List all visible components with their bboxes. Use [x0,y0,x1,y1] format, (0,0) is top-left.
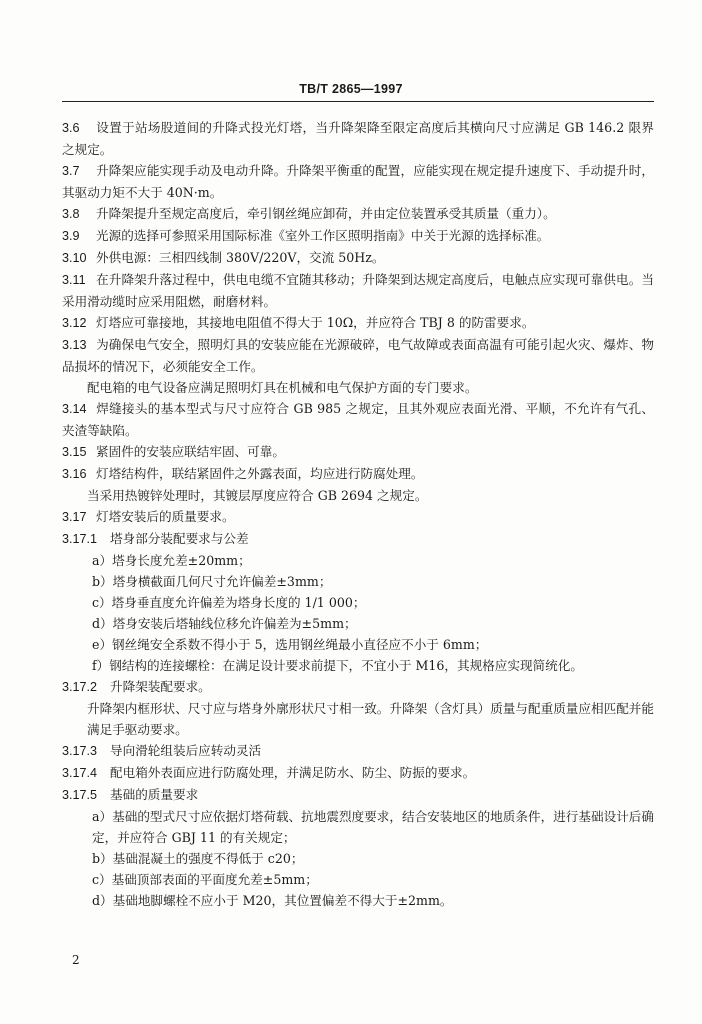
clause-text: a）基础的型式尺寸应依据灯塔荷载、抗地震烈度要求，结合安装地区的地质条件，进行基础设计后确定，并应符合 GBJ 11 的有关规定； [92,809,654,845]
clause-number: 3.8 [62,207,80,221]
clause-continuation [62,655,654,676]
standard-code-header: TB/T 2865—1997 [299,82,403,96]
clause-number: 3.17.2 [62,680,98,694]
clause-text: 升降架内框形状、尺寸应与塔身外廓形状尺寸相一致。升降架（含灯具）质量与配重质量应相匹配并能满足手驱动要求。 [87,701,654,737]
clause-number: 3.17.1 [62,532,98,546]
clause-text: 升降架提升至规定高度后，牵引钢丝绳应卸荷，并由定位装置承受其质量（重力）。 [96,206,556,221]
clause-3-17-4 [62,762,654,784]
clause-3-12 [62,312,654,334]
clause-3-8 [62,203,654,225]
clause-number: 3.12 [62,316,87,330]
clause-text: 光源的选择可参照采用国际标准《室外工作区照明指南》中关于光源的选择标准。 [96,228,550,243]
clause-text: b）基础混凝土的强度不得低于 c20； [92,851,304,866]
clause-continuation [62,890,654,911]
clause-text: 灯塔结构件，联结紧固件之外露表面，均应进行防腐处理。 [96,466,424,481]
page-number: 2 [72,953,80,967]
clause-number: 3.16 [62,467,87,481]
clause-text: 焊缝接头的基本型式与尺寸应符合 GB 985 之规定，且其外观应表面光滑、平顺，不允许有气孔、夹渣等缺陷。 [62,401,654,438]
clause-continuation [62,485,654,506]
clause-continuation [62,698,654,740]
clause-text: 紧固件的安装应联结牢固、可靠。 [96,444,285,459]
clause-continuation [62,592,654,613]
clause-continuation [62,806,654,848]
clause-3-17-1 [62,528,654,550]
clause-continuation [62,848,654,869]
clause-text: e）钢丝绳安全系数不得小于 5，选用钢丝绳最小直径应不小于 6mm； [92,637,488,652]
clause-3-6 [62,117,654,160]
clause-continuation [62,869,654,890]
clause-3-17-3 [62,740,654,762]
clause-3-17-2 [62,676,654,698]
clause-continuation [62,550,654,571]
clause-text: 在升降架升落过程中，供电电缆不宜随其移动；升降架到达规定高度后，电触点应实现可靠供电。当采用滑动缆时应采用阻燃，耐磨材料。 [62,272,654,309]
clause-text: d）塔身安装后塔轴线位移允许偏差为±5mm； [92,616,357,631]
clause-continuation [62,571,654,592]
clause-text: 外供电源：三相四线制 380V/220V，交流 50Hz。 [96,250,385,265]
clause-3-17-5 [62,784,654,806]
clause-text: 基础的质量要求 [110,787,199,802]
clause-text: 导向滑轮组装后应转动灵活 [110,743,262,758]
clause-text: 塔身部分装配要求与公差 [110,531,249,546]
clause-text: 灯塔应可靠接地，其接地电阻值不得大于 10Ω，并应符合 TBJ 8 的防雷要求。 [96,315,535,330]
clause-3-16 [62,463,654,485]
header-rule [62,101,654,102]
clause-3-10 [62,247,654,269]
document-body [62,117,654,911]
clause-text: 配电箱外表面应进行防腐处理，并满足防水、防尘、防振的要求。 [110,765,476,780]
clause-3-11 [62,269,654,312]
clause-text: 升降架应能实现手动及电动升降。升降架平衡重的配置，应能实现在规定提升速度下、手动提升时，其驱动力矩不大于 40N·m。 [62,163,654,200]
clause-3-9 [62,225,654,247]
clause-continuation [62,634,654,655]
clause-3-15 [62,441,654,463]
clause-continuation [62,377,654,398]
clause-number: 3.7 [62,164,80,178]
clause-number: 3.13 [62,338,87,352]
clause-text: 灯塔安装后的质量要求。 [96,509,235,524]
clause-text: 升降架装配要求。 [110,679,211,694]
clause-3-13 [62,334,654,377]
clause-text: c）基础顶部表面的平面度允差±5mm； [92,872,318,887]
clause-text: 为确保电气安全，照明灯具的安装应能在光源破碎，电气故障或表面高温有可能引起火灾、爆炸、物品损坏的情况下，必须能安全工作。 [62,337,654,374]
clause-text: 配电箱的电气设备应满足照明灯具在机械和电气保护方面的专门要求。 [87,380,478,395]
clause-text: f）钢结构的连接螺栓：在满足设计要求前提下，不宜小于 M16，其规格应实现简统化。 [92,658,583,673]
clause-number: 3.11 [62,273,86,287]
clause-3-7 [62,160,654,203]
clause-number: 3.9 [62,229,80,243]
clause-continuation [62,613,654,634]
clause-3-17 [62,506,654,528]
clause-number: 3.15 [62,445,87,459]
clause-text: d）基础地脚螺栓不应小于 M20，其位置偏差不得大于±2mm。 [92,893,453,908]
clause-number: 3.17.4 [62,766,98,780]
clause-number: 3.17.5 [62,788,98,802]
clause-number: 3.6 [62,121,80,135]
clause-number: 3.17 [62,510,87,524]
clause-text: b）塔身横截面几何尺寸允许偏差±3mm； [92,574,332,589]
clause-text: 设置于站场股道间的升降式投光灯塔，当升降架降至限定高度后其横向尺寸应满足 GB 146.2 限界之规定。 [62,120,654,157]
clause-text: a）塔身长度允差±20mm； [92,553,251,568]
clause-3-14 [62,398,654,441]
clause-number: 3.10 [62,251,87,265]
clause-number: 3.17.3 [62,744,98,758]
clause-text: 当采用热镀锌处理时，其镀层厚度应符合 GB 2694 之规定。 [87,488,428,503]
clause-number: 3.14 [62,402,87,416]
clause-text: c）塔身垂直度允许偏差为塔身长度的 1/1 000； [92,595,366,610]
